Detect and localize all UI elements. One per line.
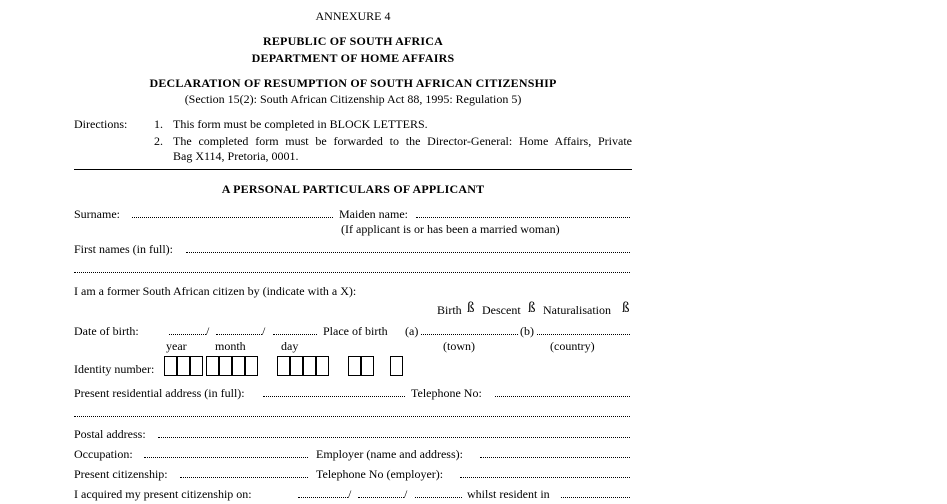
town-caption: (town) (443, 339, 475, 353)
direction-number-1: 1. (154, 117, 163, 131)
dob-separator-2: / (262, 324, 266, 338)
acquired-day-field[interactable] (415, 497, 462, 498)
directions-label: Directions: (74, 117, 128, 131)
id-box[interactable] (390, 356, 403, 376)
surname-field[interactable] (132, 217, 333, 218)
dob-label: Date of birth: (74, 324, 139, 338)
id-box[interactable] (232, 356, 245, 376)
birth-checkbox[interactable]: ß (467, 300, 475, 316)
annexure-label: ANNEXURE 4 (315, 9, 391, 23)
year-caption: year (166, 339, 187, 353)
occupation-label: Occupation: (74, 447, 133, 461)
direction-text-2: The completed form must be forwarded to the Director-General: Home Affairs, Private (173, 134, 632, 148)
id-box[interactable] (190, 356, 203, 376)
employer-field[interactable] (480, 457, 630, 458)
month-caption: month (215, 339, 246, 353)
citizenship-label: Present citizenship: (74, 467, 168, 481)
acquired-label: I acquired my present citizenship on: (74, 487, 252, 501)
acquired-year-field[interactable] (298, 497, 348, 498)
id-box[interactable] (303, 356, 316, 376)
place-b-label: (b) (520, 324, 534, 338)
option-naturalisation-label: Naturalisation (543, 303, 611, 317)
citizenship-field[interactable] (180, 477, 308, 478)
section-divider (74, 169, 632, 170)
department-heading: DEPARTMENT OF HOME AFFAIRS (251, 51, 455, 65)
id-box[interactable] (361, 356, 374, 376)
postal-address-label: Postal address: (74, 427, 146, 441)
occupation-field[interactable] (144, 457, 308, 458)
place-a-label: (a) (405, 324, 419, 338)
place-town-field[interactable] (421, 334, 518, 335)
republic-heading: REPUBLIC OF SOUTH AFRICA (262, 34, 444, 48)
maiden-name-label: Maiden name: (339, 207, 408, 221)
address-label: Present residential address (in full): (74, 386, 245, 400)
first-names-field[interactable] (186, 252, 630, 253)
id-box[interactable] (177, 356, 190, 376)
dob-day-field[interactable] (273, 334, 317, 335)
identity-number-label: Identity number: (74, 362, 155, 376)
whilst-resident-field[interactable] (561, 497, 630, 498)
id-box[interactable] (290, 356, 303, 376)
id-box[interactable] (206, 356, 219, 376)
id-box[interactable] (219, 356, 232, 376)
id-box[interactable] (316, 356, 329, 376)
first-names-field-cont[interactable] (74, 272, 630, 273)
whilst-resident-label: whilst resident in (467, 487, 550, 501)
country-caption: (country) (550, 339, 595, 353)
id-box[interactable] (164, 356, 177, 376)
telephone-field[interactable] (495, 396, 630, 397)
maiden-name-note: (If applicant is or has been a married woman) (341, 222, 560, 236)
maiden-name-field[interactable] (416, 217, 630, 218)
direction-text-2-cont: Bag X114, Pretoria, 0001. (173, 149, 299, 163)
surname-label: Surname: (74, 207, 120, 221)
dob-separator-1: / (206, 324, 210, 338)
form-subtitle: (Section 15(2): South African Citizenship Act 88, 1995: Regulation 5) (184, 92, 522, 106)
place-country-field[interactable] (537, 334, 630, 335)
telephone-employer-label: Telephone No (employer): (316, 467, 444, 481)
option-birth-label: Birth (437, 303, 462, 317)
acquired-separator-1: / (348, 487, 352, 501)
direction-text-1: This form must be completed in BLOCK LETTERS. (173, 117, 428, 131)
option-descent-label: Descent (482, 303, 521, 317)
first-names-label: First names (in full): (74, 242, 173, 256)
place-of-birth-label: Place of birth (323, 324, 388, 338)
address-field[interactable] (263, 396, 405, 397)
telephone-label: Telephone No: (411, 386, 482, 400)
telephone-employer-field[interactable] (460, 477, 630, 478)
former-citizen-label: I am a former South African citizen by (indicate with a X): (74, 284, 357, 298)
day-caption: day (281, 339, 299, 353)
postal-address-field[interactable] (158, 437, 630, 438)
acquired-month-field[interactable] (358, 497, 404, 498)
form-title: DECLARATION OF RESUMPTION OF SOUTH AFRICAN CITIZENSHIP (149, 76, 557, 90)
id-box[interactable] (348, 356, 361, 376)
descent-checkbox[interactable]: ß (528, 300, 536, 316)
employer-label: Employer (name and address): (316, 447, 463, 461)
address-field-cont[interactable] (74, 416, 630, 417)
acquired-separator-2: / (404, 487, 408, 501)
dob-month-field[interactable] (216, 334, 262, 335)
dob-year-field[interactable] (169, 334, 206, 335)
section-a-title: A PERSONAL PARTICULARS OF APPLICANT (221, 182, 485, 196)
id-box[interactable] (277, 356, 290, 376)
direction-number-2: 2. (154, 134, 163, 148)
id-box[interactable] (245, 356, 258, 376)
naturalisation-checkbox[interactable]: ß (622, 300, 630, 316)
